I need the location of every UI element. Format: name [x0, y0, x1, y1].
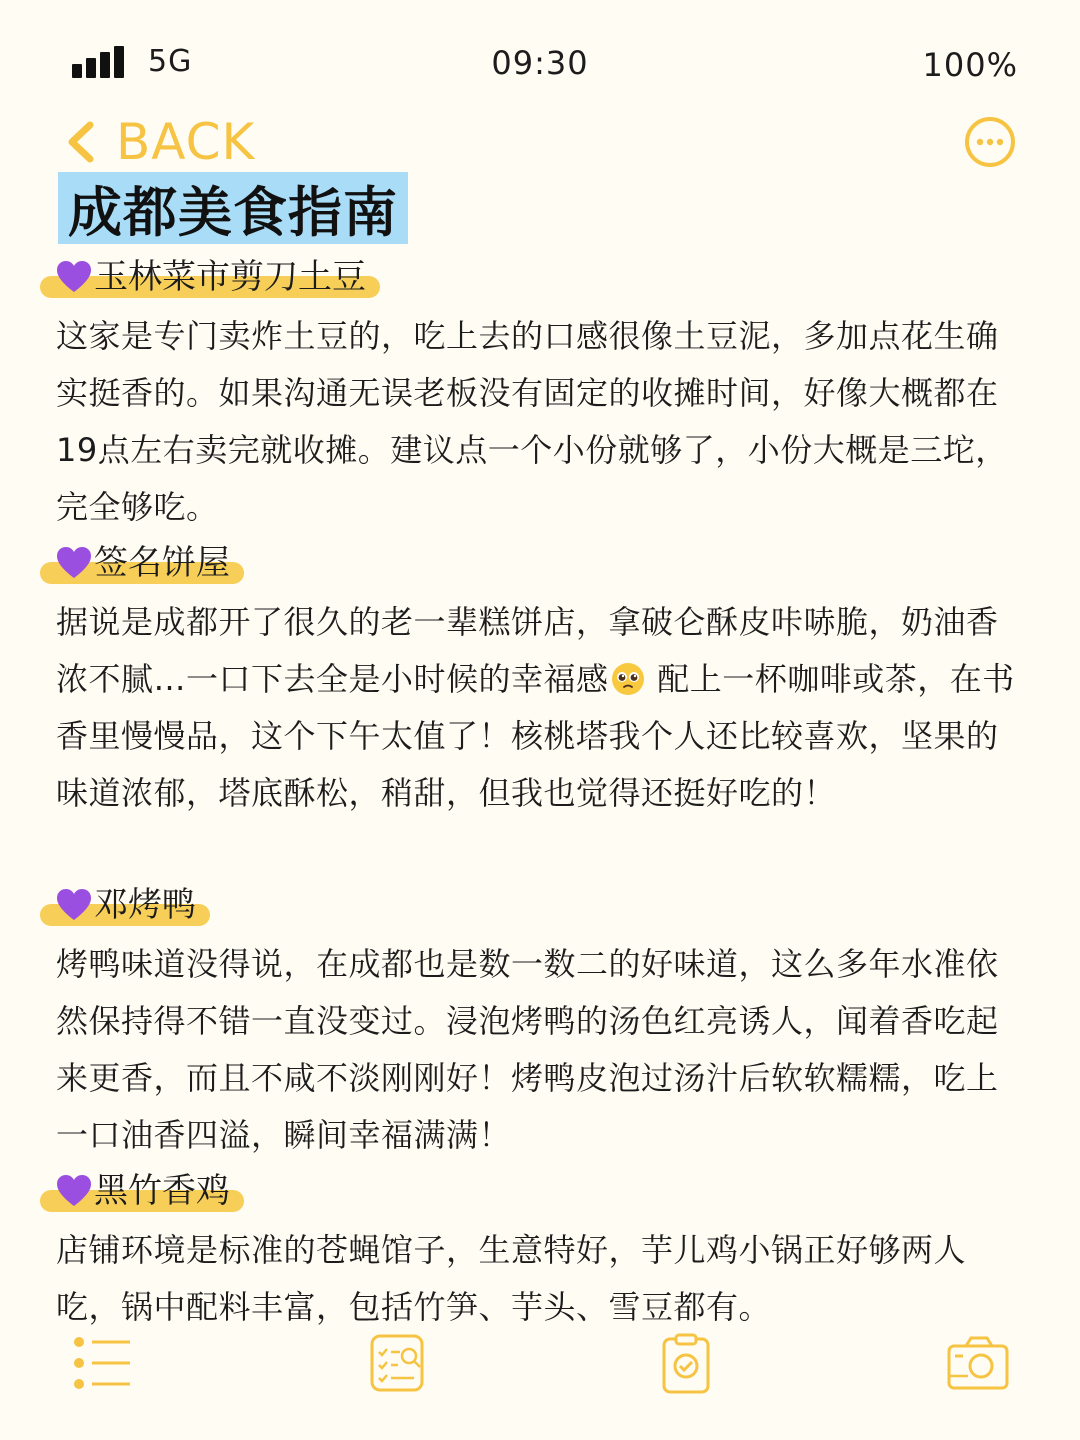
section-body: 这家是专门卖炸土豆的，吃上去的口感很像土豆泥，多加点花生确实挺香的。如果沟通无误老板没有固定的收摊时间，好像大概都在19点左右卖完就收摊。建议点一个小份就够了，小份大概是三坨，完全够吃。 — [56, 317, 1008, 526]
section-body — [56, 594, 1026, 822]
back-label: BACK — [116, 113, 256, 171]
list-icon[interactable] — [70, 1332, 134, 1396]
chevron-left-icon — [62, 117, 102, 167]
section-heading-text: 邓烤鸭 — [94, 885, 196, 925]
section-body: 烤鸭味道没得说，在成都也是数一数二的好味道，这么多年水准依然保持得不错一直没变过。浸泡烤鸭的汤色红亮诱人，闻着香吃起来更香，而且不咸不淡刚刚好！烤鸭皮泡过汤汁后软软糯糯，吃上一口油香四溢，瞬间幸福满满！ — [56, 945, 999, 1154]
food-section — [56, 254, 1026, 536]
back-button[interactable] — [62, 112, 255, 172]
section-body-part: 配上一杯咖啡或茶，在书香里慢慢品，这个下午太值了！核桃塔我个人还比较喜欢，坚果的味道浓郁，塔底酥松，稍甜，但我也觉得还挺好吃的！ — [56, 660, 1015, 812]
section-heading-text: 玉林菜市剪刀土豆 — [94, 257, 366, 297]
bottom-tab-bar — [0, 1332, 1080, 1396]
section-heading — [56, 882, 196, 932]
purple-heart-icon — [56, 1174, 92, 1208]
purple-heart-icon — [56, 260, 92, 294]
section-heading — [56, 540, 230, 590]
purple-heart-icon — [56, 546, 92, 580]
section-heading-text: 黑竹香鸡 — [94, 1171, 230, 1211]
section-heading-text: 签名饼屋 — [94, 543, 230, 583]
network-type: 5G — [148, 44, 193, 79]
battery-level: 100% — [922, 46, 1018, 84]
pleading-face-icon — [611, 662, 645, 696]
food-section — [56, 882, 1026, 1164]
camera-icon[interactable] — [946, 1332, 1010, 1396]
more-icon[interactable] — [964, 116, 1016, 168]
nav-bar — [0, 112, 1080, 172]
page-title: 成都美食指南 — [68, 180, 398, 244]
section-body-part: 据说是成都开了很久的老一辈糕饼店，拿破仑酥皮咔哧脆，奶油香浓不腻…一口下去全是小时候的幸福感 — [56, 603, 999, 698]
section-heading — [56, 1168, 230, 1218]
checklist-search-icon[interactable] — [366, 1332, 430, 1396]
status-time: 09:30 — [491, 44, 589, 82]
status-bar — [0, 40, 1080, 90]
section-heading — [56, 254, 366, 304]
food-section — [56, 1168, 1026, 1336]
purple-heart-icon — [56, 888, 92, 922]
section-body: 店铺环境是标准的苍蝇馆子，生意特好，芋儿鸡小锅正好够两人吃，锅中配料丰富，包括竹笋、芋头、雪豆都有。 — [56, 1231, 967, 1326]
clipboard-check-icon[interactable] — [654, 1332, 718, 1396]
food-section — [56, 540, 1026, 822]
page-title-highlight — [58, 172, 408, 244]
